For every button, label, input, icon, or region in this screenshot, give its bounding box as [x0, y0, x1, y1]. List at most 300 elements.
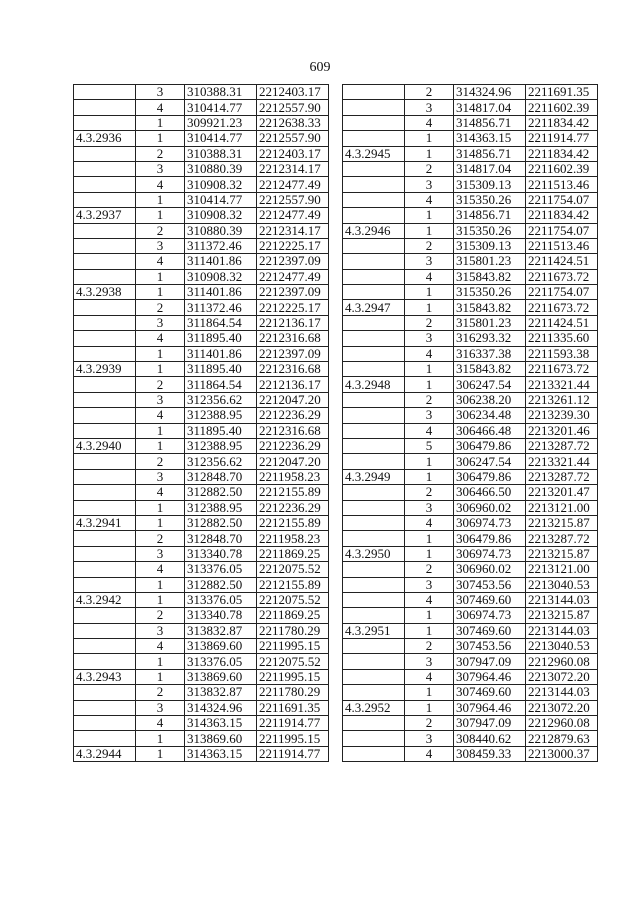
y-coordinate-cell: 2212316.68 [257, 362, 329, 377]
point-number-cell: 3 [136, 392, 185, 407]
y-coordinate-cell: 2212316.68 [257, 423, 329, 438]
point-number-cell: 4 [136, 716, 185, 731]
point-number-cell: 3 [136, 238, 185, 253]
point-number-cell: 3 [136, 546, 185, 561]
parcel-id-cell [74, 392, 136, 407]
table-row [74, 346, 329, 361]
parcel-id-cell [343, 238, 405, 253]
y-coordinate-cell: 2211691.35 [257, 700, 329, 715]
point-number-cell: 3 [405, 500, 454, 515]
parcel-id-cell: 4.3.2942 [74, 592, 136, 607]
parcel-id-cell [343, 654, 405, 669]
parcel-id-cell: 4.3.2943 [74, 669, 136, 684]
y-coordinate-cell: 2212236.29 [257, 408, 329, 423]
y-coordinate-cell: 2212397.09 [257, 285, 329, 300]
y-coordinate-cell: 2212075.52 [257, 654, 329, 669]
parcel-id-cell [74, 639, 136, 654]
point-number-cell: 2 [136, 377, 185, 392]
y-coordinate-cell: 2212047.20 [257, 454, 329, 469]
parcel-id-cell [343, 85, 405, 100]
table-row [343, 685, 598, 700]
point-number-cell: 1 [136, 731, 185, 746]
table-row [74, 608, 329, 623]
x-coordinate-cell: 313832.87 [185, 685, 257, 700]
x-coordinate-cell: 315309.13 [454, 238, 526, 253]
table-row [343, 192, 598, 207]
parcel-id-cell [343, 531, 405, 546]
x-coordinate-cell: 311864.54 [185, 377, 257, 392]
y-coordinate-cell: 2213072.20 [526, 700, 598, 715]
point-number-cell: 2 [136, 531, 185, 546]
table-row [343, 546, 598, 561]
point-number-cell: 1 [405, 146, 454, 161]
parcel-id-cell: 4.3.2937 [74, 208, 136, 223]
point-number-cell: 2 [136, 608, 185, 623]
coordinate-table-right-body [343, 85, 598, 762]
parcel-id-cell [74, 731, 136, 746]
y-coordinate-cell: 2213321.44 [526, 454, 598, 469]
table-row [74, 315, 329, 330]
y-coordinate-cell: 2212136.17 [257, 315, 329, 330]
table-row [74, 592, 329, 607]
table-row [74, 269, 329, 284]
point-number-cell: 1 [405, 300, 454, 315]
point-number-cell: 4 [136, 331, 185, 346]
parcel-id-cell: 4.3.2945 [343, 146, 405, 161]
parcel-id-cell [74, 423, 136, 438]
table-row [74, 408, 329, 423]
parcel-id-cell [74, 177, 136, 192]
table-row [343, 223, 598, 238]
table-row [74, 377, 329, 392]
point-number-cell: 2 [405, 562, 454, 577]
table-row [343, 608, 598, 623]
table-row [74, 161, 329, 176]
parcel-id-cell [74, 562, 136, 577]
table-row [74, 131, 329, 146]
parcel-id-cell [74, 346, 136, 361]
parcel-id-cell [74, 254, 136, 269]
point-number-cell: 2 [405, 716, 454, 731]
table-row [343, 639, 598, 654]
x-coordinate-cell: 313832.87 [185, 623, 257, 638]
y-coordinate-cell: 2211673.72 [526, 269, 598, 284]
parcel-id-cell: 4.3.2952 [343, 700, 405, 715]
table-row [74, 254, 329, 269]
y-coordinate-cell: 2211513.46 [526, 177, 598, 192]
table-row [343, 315, 598, 330]
table-row [343, 531, 598, 546]
parcel-id-cell [74, 85, 136, 100]
x-coordinate-cell: 311372.46 [185, 238, 257, 253]
point-number-cell: 1 [405, 454, 454, 469]
y-coordinate-cell: 2212155.89 [257, 577, 329, 592]
table-row [343, 146, 598, 161]
parcel-id-cell [74, 685, 136, 700]
table-row [74, 546, 329, 561]
y-coordinate-cell: 2212316.68 [257, 331, 329, 346]
parcel-id-cell [74, 300, 136, 315]
x-coordinate-cell: 314856.71 [454, 115, 526, 130]
y-coordinate-cell: 2213040.53 [526, 639, 598, 654]
point-number-cell: 3 [136, 315, 185, 330]
y-coordinate-cell: 2212225.17 [257, 300, 329, 315]
x-coordinate-cell: 310880.39 [185, 161, 257, 176]
y-coordinate-cell: 2212477.49 [257, 208, 329, 223]
parcel-id-cell: 4.3.2938 [74, 285, 136, 300]
point-number-cell: 4 [405, 423, 454, 438]
y-coordinate-cell: 2213144.03 [526, 592, 598, 607]
point-number-cell: 1 [405, 223, 454, 238]
y-coordinate-cell: 2211914.77 [257, 716, 329, 731]
point-number-cell: 2 [136, 146, 185, 161]
point-number-cell: 1 [136, 515, 185, 530]
y-coordinate-cell: 2212225.17 [257, 238, 329, 253]
parcel-id-cell [343, 177, 405, 192]
table-row [74, 485, 329, 500]
table-row [343, 362, 598, 377]
x-coordinate-cell: 316293.32 [454, 331, 526, 346]
x-coordinate-cell: 313340.78 [185, 546, 257, 561]
x-coordinate-cell: 311895.40 [185, 362, 257, 377]
x-coordinate-cell: 315309.13 [454, 177, 526, 192]
point-number-cell: 4 [136, 254, 185, 269]
parcel-id-cell [343, 515, 405, 530]
y-coordinate-cell: 2212314.17 [257, 161, 329, 176]
y-coordinate-cell: 2212236.29 [257, 438, 329, 453]
table-row [343, 115, 598, 130]
coordinate-table-left [73, 84, 329, 762]
parcel-id-cell: 4.3.2949 [343, 469, 405, 484]
parcel-id-cell [74, 531, 136, 546]
table-row [343, 485, 598, 500]
y-coordinate-cell: 2213287.72 [526, 531, 598, 546]
parcel-id-cell [74, 315, 136, 330]
parcel-id-cell [343, 269, 405, 284]
x-coordinate-cell: 310388.31 [185, 85, 257, 100]
point-number-cell: 1 [136, 746, 185, 761]
y-coordinate-cell: 2212477.49 [257, 177, 329, 192]
y-coordinate-cell: 2211780.29 [257, 685, 329, 700]
y-coordinate-cell: 2213144.03 [526, 623, 598, 638]
y-coordinate-cell: 2211834.42 [526, 146, 598, 161]
coordinate-table-left-body [74, 85, 329, 762]
y-coordinate-cell: 2212047.20 [257, 392, 329, 407]
point-number-cell: 1 [405, 131, 454, 146]
x-coordinate-cell: 310414.77 [185, 192, 257, 207]
parcel-id-cell [343, 716, 405, 731]
table-row [343, 592, 598, 607]
y-coordinate-cell: 2213040.53 [526, 577, 598, 592]
parcel-id-cell [343, 362, 405, 377]
point-number-cell: 2 [405, 315, 454, 330]
parcel-id-cell [74, 654, 136, 669]
point-number-cell: 2 [136, 300, 185, 315]
parcel-id-cell [343, 346, 405, 361]
x-coordinate-cell: 312882.50 [185, 485, 257, 500]
parcel-id-cell [343, 315, 405, 330]
x-coordinate-cell: 313869.60 [185, 639, 257, 654]
table-row [343, 100, 598, 115]
table-row [343, 731, 598, 746]
x-coordinate-cell: 314324.96 [185, 700, 257, 715]
x-coordinate-cell: 306466.48 [454, 423, 526, 438]
parcel-id-cell [343, 577, 405, 592]
x-coordinate-cell: 315350.26 [454, 285, 526, 300]
x-coordinate-cell: 315801.23 [454, 315, 526, 330]
point-number-cell: 2 [405, 392, 454, 407]
x-coordinate-cell: 314363.15 [454, 131, 526, 146]
point-number-cell: 1 [136, 131, 185, 146]
x-coordinate-cell: 312356.62 [185, 392, 257, 407]
y-coordinate-cell: 2211754.07 [526, 285, 598, 300]
parcel-id-cell [343, 285, 405, 300]
point-number-cell: 4 [405, 346, 454, 361]
x-coordinate-cell: 306960.02 [454, 500, 526, 515]
table-row [343, 269, 598, 284]
table-row [74, 177, 329, 192]
point-number-cell: 1 [136, 115, 185, 130]
x-coordinate-cell: 312882.50 [185, 577, 257, 592]
table-row [74, 331, 329, 346]
x-coordinate-cell: 307964.46 [454, 669, 526, 684]
point-number-cell: 1 [405, 377, 454, 392]
table-row [74, 454, 329, 469]
table-row [343, 746, 598, 761]
table-row [343, 454, 598, 469]
y-coordinate-cell: 2213287.72 [526, 469, 598, 484]
point-number-cell: 1 [136, 592, 185, 607]
x-coordinate-cell: 315350.26 [454, 192, 526, 207]
y-coordinate-cell: 2212638.33 [257, 115, 329, 130]
point-number-cell: 5 [405, 438, 454, 453]
parcel-id-cell [74, 716, 136, 731]
x-coordinate-cell: 306479.86 [454, 469, 526, 484]
parcel-id-cell [74, 269, 136, 284]
y-coordinate-cell: 2212879.63 [526, 731, 598, 746]
point-number-cell: 1 [136, 269, 185, 284]
table-row [74, 639, 329, 654]
parcel-id-cell [74, 500, 136, 515]
table-row [343, 161, 598, 176]
y-coordinate-cell: 2211593.38 [526, 346, 598, 361]
y-coordinate-cell: 2212960.08 [526, 654, 598, 669]
parcel-id-cell: 4.3.2941 [74, 515, 136, 530]
parcel-id-cell [74, 161, 136, 176]
x-coordinate-cell: 306974.73 [454, 608, 526, 623]
x-coordinate-cell: 307947.09 [454, 654, 526, 669]
y-coordinate-cell: 2211513.46 [526, 238, 598, 253]
page-number: 609 [309, 60, 331, 75]
y-coordinate-cell: 2211780.29 [257, 623, 329, 638]
point-number-cell: 1 [405, 623, 454, 638]
table-row [343, 654, 598, 669]
table-row [343, 331, 598, 346]
y-coordinate-cell: 2213215.87 [526, 546, 598, 561]
point-number-cell: 1 [405, 546, 454, 561]
y-coordinate-cell: 2213201.47 [526, 485, 598, 500]
point-number-cell: 1 [136, 438, 185, 453]
parcel-id-cell [74, 469, 136, 484]
y-coordinate-cell: 2212403.17 [257, 85, 329, 100]
x-coordinate-cell: 314817.04 [454, 100, 526, 115]
parcel-id-cell [74, 146, 136, 161]
table-row [74, 500, 329, 515]
y-coordinate-cell: 2212136.17 [257, 377, 329, 392]
point-number-cell: 3 [405, 577, 454, 592]
x-coordinate-cell: 312848.70 [185, 469, 257, 484]
y-coordinate-cell: 2213239.30 [526, 408, 598, 423]
x-coordinate-cell: 306479.86 [454, 531, 526, 546]
point-number-cell: 2 [136, 685, 185, 700]
point-number-cell: 3 [136, 623, 185, 638]
x-coordinate-cell: 313376.05 [185, 654, 257, 669]
table-row [343, 85, 598, 100]
point-number-cell: 1 [136, 192, 185, 207]
x-coordinate-cell: 315801.23 [454, 254, 526, 269]
y-coordinate-cell: 2212557.90 [257, 100, 329, 115]
parcel-id-cell: 4.3.2944 [74, 746, 136, 761]
y-coordinate-cell: 2212075.52 [257, 592, 329, 607]
point-number-cell: 1 [136, 654, 185, 669]
x-coordinate-cell: 311401.86 [185, 254, 257, 269]
point-number-cell: 2 [405, 85, 454, 100]
parcel-id-cell: 4.3.2939 [74, 362, 136, 377]
y-coordinate-cell: 2211834.42 [526, 208, 598, 223]
y-coordinate-cell: 2211995.15 [257, 731, 329, 746]
y-coordinate-cell: 2213287.72 [526, 438, 598, 453]
point-number-cell: 2 [136, 454, 185, 469]
x-coordinate-cell: 310414.77 [185, 100, 257, 115]
y-coordinate-cell: 2211869.25 [257, 546, 329, 561]
parcel-id-cell [74, 115, 136, 130]
point-number-cell: 1 [136, 500, 185, 515]
table-row [343, 300, 598, 315]
x-coordinate-cell: 309921.23 [185, 115, 257, 130]
parcel-id-cell [343, 746, 405, 761]
table-row [343, 562, 598, 577]
y-coordinate-cell: 2211424.51 [526, 254, 598, 269]
y-coordinate-cell: 2211691.35 [526, 85, 598, 100]
x-coordinate-cell: 315350.26 [454, 223, 526, 238]
x-coordinate-cell: 307453.56 [454, 639, 526, 654]
x-coordinate-cell: 310908.32 [185, 177, 257, 192]
x-coordinate-cell: 310414.77 [185, 131, 257, 146]
x-coordinate-cell: 312848.70 [185, 531, 257, 546]
x-coordinate-cell: 314363.15 [185, 716, 257, 731]
point-number-cell: 4 [405, 192, 454, 207]
table-row [74, 85, 329, 100]
point-number-cell: 1 [405, 700, 454, 715]
parcel-id-cell: 4.3.2936 [74, 131, 136, 146]
point-number-cell: 4 [405, 115, 454, 130]
point-number-cell: 1 [136, 423, 185, 438]
table-row [74, 300, 329, 315]
point-number-cell: 2 [405, 161, 454, 176]
y-coordinate-cell: 2212477.49 [257, 269, 329, 284]
table-row [74, 654, 329, 669]
parcel-id-cell: 4.3.2950 [343, 546, 405, 561]
coordinate-table-right [342, 84, 598, 762]
x-coordinate-cell: 306466.50 [454, 485, 526, 500]
table-row [343, 377, 598, 392]
y-coordinate-cell: 2212403.17 [257, 146, 329, 161]
parcel-id-cell [343, 100, 405, 115]
parcel-id-cell: 4.3.2947 [343, 300, 405, 315]
parcel-id-cell [74, 577, 136, 592]
parcel-id-cell: 4.3.2948 [343, 377, 405, 392]
y-coordinate-cell: 2211958.23 [257, 469, 329, 484]
table-row [343, 238, 598, 253]
x-coordinate-cell: 314324.96 [454, 85, 526, 100]
y-coordinate-cell: 2213121.00 [526, 500, 598, 515]
parcel-id-cell [343, 115, 405, 130]
point-number-cell: 4 [136, 639, 185, 654]
x-coordinate-cell: 307469.60 [454, 685, 526, 700]
point-number-cell: 1 [405, 208, 454, 223]
y-coordinate-cell: 2211914.77 [257, 746, 329, 761]
y-coordinate-cell: 2213321.44 [526, 377, 598, 392]
x-coordinate-cell: 306238.20 [454, 392, 526, 407]
table-row [343, 623, 598, 638]
x-coordinate-cell: 314856.71 [454, 146, 526, 161]
x-coordinate-cell: 306247.54 [454, 377, 526, 392]
parcel-id-cell [74, 485, 136, 500]
y-coordinate-cell: 2213121.00 [526, 562, 598, 577]
table-row [343, 208, 598, 223]
point-number-cell: 4 [405, 515, 454, 530]
parcel-id-cell: 4.3.2946 [343, 223, 405, 238]
point-number-cell: 1 [136, 577, 185, 592]
table-row [74, 192, 329, 207]
point-number-cell: 4 [405, 269, 454, 284]
y-coordinate-cell: 2211995.15 [257, 639, 329, 654]
parcel-id-cell [343, 438, 405, 453]
parcel-id-cell [343, 639, 405, 654]
table-row [343, 346, 598, 361]
y-coordinate-cell: 2213215.87 [526, 608, 598, 623]
y-coordinate-cell: 2211602.39 [526, 161, 598, 176]
y-coordinate-cell: 2211335.60 [526, 331, 598, 346]
point-number-cell: 4 [405, 592, 454, 607]
point-number-cell: 3 [405, 177, 454, 192]
table-row [343, 438, 598, 453]
table-row [74, 208, 329, 223]
table-row [74, 515, 329, 530]
x-coordinate-cell: 306479.86 [454, 438, 526, 453]
point-number-cell: 1 [405, 608, 454, 623]
point-number-cell: 3 [136, 469, 185, 484]
y-coordinate-cell: 2212397.09 [257, 254, 329, 269]
parcel-id-cell: 4.3.2951 [343, 623, 405, 638]
parcel-id-cell [74, 238, 136, 253]
table-row [74, 238, 329, 253]
parcel-id-cell [74, 100, 136, 115]
x-coordinate-cell: 312882.50 [185, 515, 257, 530]
x-coordinate-cell: 311401.86 [185, 285, 257, 300]
table-row [343, 500, 598, 515]
point-number-cell: 2 [136, 223, 185, 238]
point-number-cell: 2 [405, 485, 454, 500]
point-number-cell: 1 [136, 669, 185, 684]
x-coordinate-cell: 311895.40 [185, 423, 257, 438]
table-row [74, 423, 329, 438]
parcel-id-cell [343, 254, 405, 269]
point-number-cell: 4 [136, 408, 185, 423]
x-coordinate-cell: 312388.95 [185, 408, 257, 423]
table-row [343, 392, 598, 407]
table-row [74, 731, 329, 746]
